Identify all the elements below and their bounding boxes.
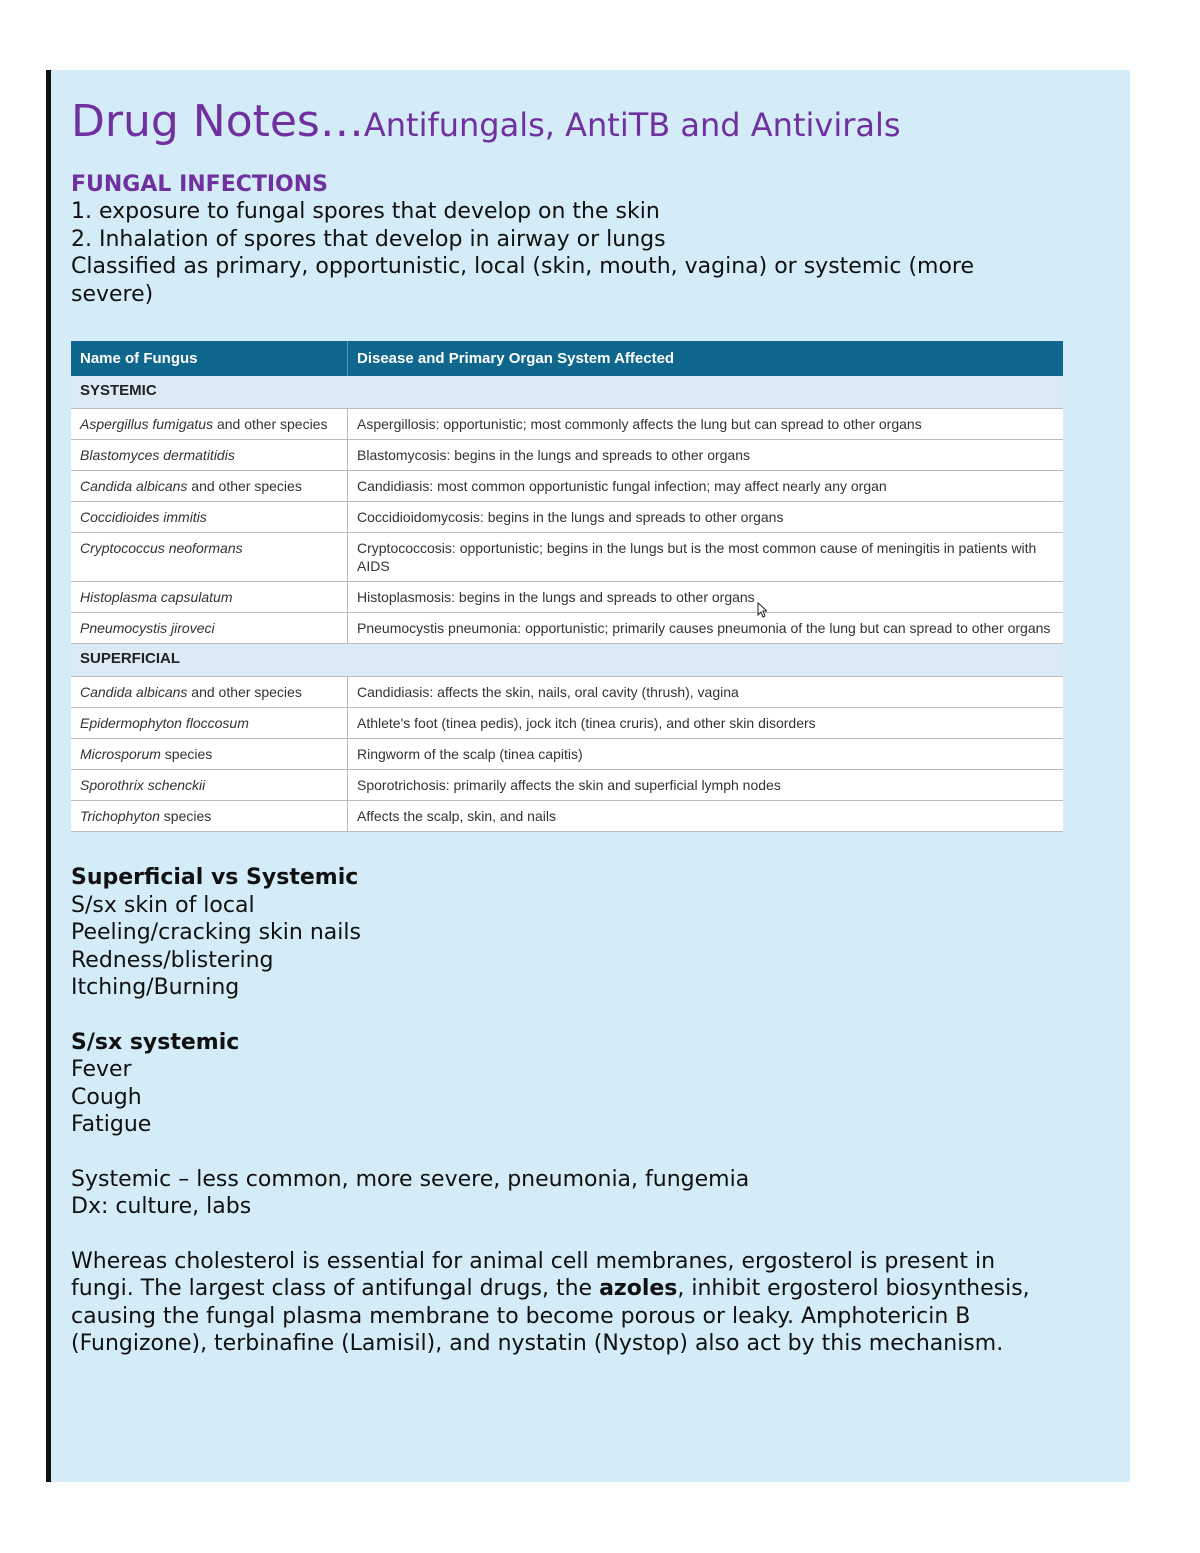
fungus-name: Sporothrix schenckii bbox=[80, 777, 206, 793]
fungus-name-cell bbox=[71, 708, 348, 739]
fungus-name: Candida albicans bbox=[80, 684, 188, 700]
fungus-name-cell bbox=[71, 409, 348, 440]
fungus-name: Blastomyces dermatitidis bbox=[80, 447, 235, 463]
table-row bbox=[71, 770, 1063, 801]
fungus-name-cell bbox=[71, 440, 348, 471]
spacer bbox=[71, 1139, 1121, 1166]
systemic-line: Fever bbox=[71, 1057, 132, 1082]
intro-line: 2. Inhalation of spores that develop in airway or lungs bbox=[71, 226, 666, 252]
fungus-suffix: and other species bbox=[187, 478, 302, 494]
summary-line: Systemic – less common, more severe, pneumonia, fungemia bbox=[71, 1166, 750, 1192]
superficial-line: Itching/Burning bbox=[71, 975, 240, 1000]
disease-cell: Pneumocystis pneumonia: opportunistic; primarily causes pneumonia of the lung but can spread to other organs bbox=[348, 613, 1064, 644]
notes-section bbox=[71, 864, 1121, 1358]
disease-cell: Ringworm of the scalp (tinea capitis) bbox=[348, 739, 1064, 770]
table-row bbox=[71, 409, 1063, 440]
fungus-name: Pneumocystis jiroveci bbox=[80, 620, 215, 636]
disease-cell: Affects the scalp, skin, and nails bbox=[348, 801, 1064, 832]
table-row bbox=[71, 613, 1063, 644]
summary-line: Dx: culture, labs bbox=[71, 1194, 252, 1219]
spacer bbox=[71, 1002, 1121, 1029]
disease-cell: Aspergillosis: opportunistic; most commonly affects the lung but can spread to other organs bbox=[348, 409, 1064, 440]
table-section-row bbox=[71, 644, 1063, 677]
fungus-name: Trichophyton bbox=[80, 808, 160, 824]
superficial-heading: Superficial vs Systemic bbox=[71, 865, 359, 890]
fungus-name-cell bbox=[71, 613, 348, 644]
disease-cell: Candidiasis: affects the skin, nails, oral cavity (thrush), vagina bbox=[348, 677, 1064, 708]
azoles-emphasis: azoles bbox=[599, 1276, 678, 1301]
fungus-name: Microsporum bbox=[80, 746, 161, 762]
fungus-name: Coccidioides immitis bbox=[80, 509, 207, 525]
disease-cell: Candidiasis: most common opportunistic fungal infection; may affect nearly any organ bbox=[348, 471, 1064, 502]
systemic-line: Cough bbox=[71, 1084, 142, 1110]
fungus-name: Candida albicans bbox=[80, 478, 188, 494]
table-row bbox=[71, 440, 1063, 471]
title-main: Drug Notes… bbox=[71, 96, 364, 147]
table-row bbox=[71, 677, 1063, 708]
fungus-name-cell bbox=[71, 770, 348, 801]
intro-line: Classified as primary, opportunistic, local (skin, mouth, vagina) or systemic (more bbox=[71, 254, 975, 280]
spacer bbox=[71, 1221, 1121, 1248]
fungus-table bbox=[71, 341, 1063, 832]
table-row bbox=[71, 582, 1063, 613]
fungus-suffix: and other species bbox=[187, 684, 302, 700]
table-header-row bbox=[71, 341, 1063, 376]
table-row bbox=[71, 708, 1063, 739]
superficial-line: S/sx skin of local bbox=[71, 892, 255, 918]
fungus-name-cell bbox=[71, 502, 348, 533]
mechanism-line: causing the fungal plasma membrane to become porous or leaky. Amphotericin B bbox=[71, 1303, 971, 1329]
mechanism-text: , inhibit ergosterol biosynthesis, bbox=[677, 1276, 1030, 1301]
fungus-name-cell bbox=[71, 739, 348, 770]
mechanism-text: fungi. The largest class of antifungal drugs, the bbox=[71, 1276, 600, 1301]
mechanism-line: Whereas cholesterol is essential for animal cell membranes, ergosterol is present in bbox=[71, 1248, 996, 1274]
fungus-name-cell bbox=[71, 677, 348, 708]
mechanism-line: (Fungizone), terbinafine (Lamisil), and nystatin (Nystop) also act by this mechanism. bbox=[71, 1331, 1004, 1356]
intro-section bbox=[71, 98, 1111, 308]
mouse-cursor-icon bbox=[757, 602, 767, 618]
fungus-name-cell bbox=[71, 471, 348, 502]
intro-line: severe) bbox=[71, 281, 154, 307]
fungus-name: Aspergillus fumigatus bbox=[80, 416, 214, 432]
fungus-name-cell bbox=[71, 801, 348, 832]
mechanism-line bbox=[71, 1275, 1121, 1303]
page-title bbox=[71, 98, 1111, 146]
column-header-fungus: Name of Fungus bbox=[71, 341, 348, 376]
fungus-name-cell bbox=[71, 582, 348, 613]
table-row bbox=[71, 502, 1063, 533]
disease-cell: Sporotrichosis: primarily affects the skin and superficial lymph nodes bbox=[348, 770, 1064, 801]
fungus-name: Histoplasma capsulatum bbox=[80, 589, 233, 605]
fungal-infections-heading: FUNGAL INFECTIONS bbox=[71, 172, 329, 198]
table-section-row bbox=[71, 376, 1063, 409]
superficial-line: Redness/blistering bbox=[71, 947, 274, 973]
superficial-line: Peeling/cracking skin nails bbox=[71, 920, 361, 945]
disease-cell: Coccidioidomycosis: begins in the lungs and spreads to other organs bbox=[348, 502, 1064, 533]
intro-line: 1. exposure to fungal spores that develop on the skin bbox=[71, 199, 660, 225]
fungus-suffix: species bbox=[159, 808, 212, 824]
section-label: SUPERFICIAL bbox=[71, 644, 1063, 677]
table-row bbox=[71, 533, 1063, 582]
fungus-name-cell bbox=[71, 533, 348, 582]
disease-cell: Blastomycosis: begins in the lungs and spreads to other organs bbox=[348, 440, 1064, 471]
fungus-name: Cryptococcus neoformans bbox=[80, 540, 243, 556]
column-header-disease: Disease and Primary Organ System Affected bbox=[348, 341, 1064, 376]
systemic-heading: S/sx systemic bbox=[71, 1029, 240, 1055]
section-label: SYSTEMIC bbox=[71, 376, 1063, 409]
disease-cell: Histoplasmosis: begins in the lungs and spreads to other organs bbox=[348, 582, 1064, 613]
fungus-name: Epidermophyton floccosum bbox=[80, 715, 249, 731]
table-body bbox=[71, 376, 1063, 832]
table-row bbox=[71, 471, 1063, 502]
disease-cell: Cryptococcosis: opportunistic; begins in the lungs but is the most common cause of meningitis in patients with AIDS bbox=[348, 533, 1064, 582]
systemic-line: Fatigue bbox=[71, 1112, 152, 1137]
table-row bbox=[71, 801, 1063, 832]
disease-cell: Athlete's foot (tinea pedis), jock itch (tinea cruris), and other skin disorders bbox=[348, 708, 1064, 739]
fungus-suffix: species bbox=[160, 746, 213, 762]
fungus-suffix: and other species bbox=[213, 416, 328, 432]
title-subtitle: Antifungals, AntiTB and Antivirals bbox=[363, 106, 901, 144]
table-row bbox=[71, 739, 1063, 770]
